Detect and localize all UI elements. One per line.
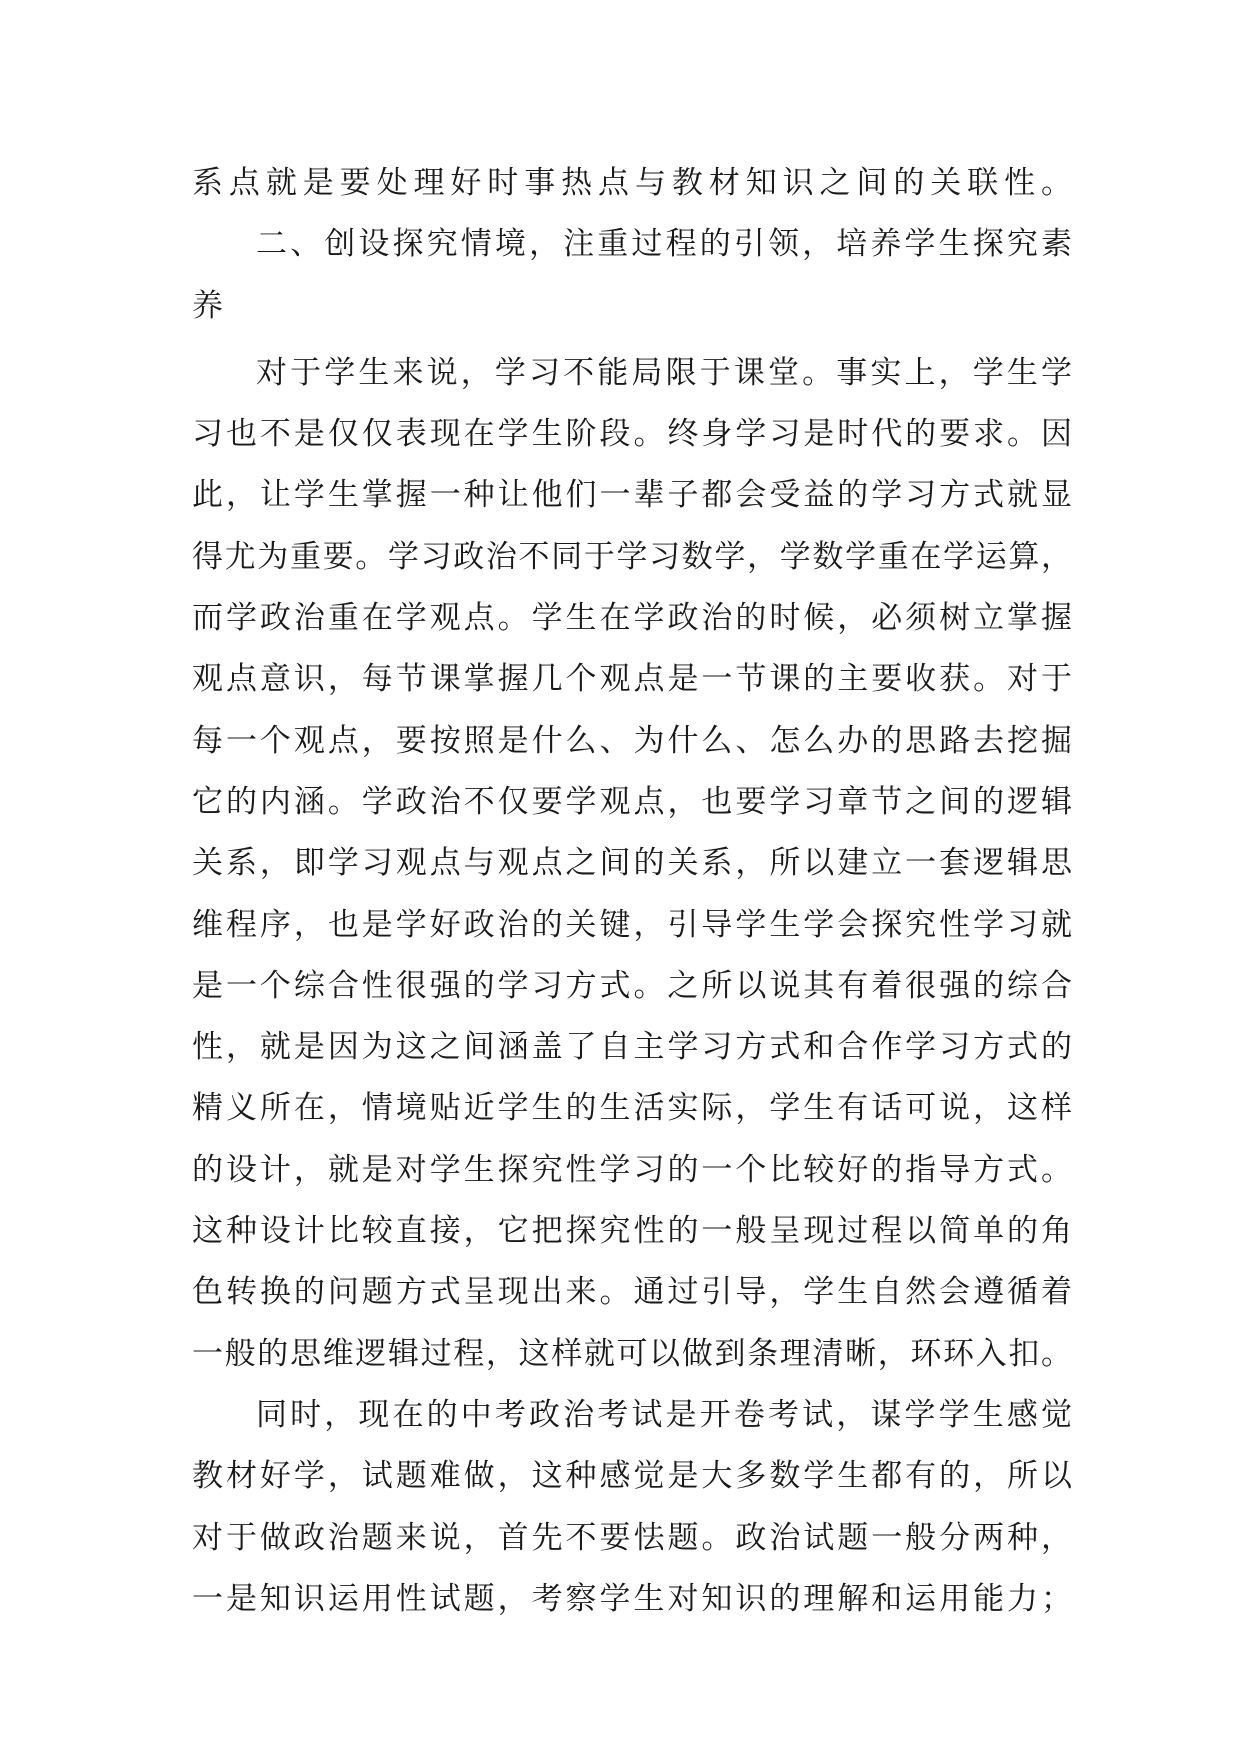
text-line: 对于做政治题来说，首先不要怯题。政治试题一般分两种，	[192, 1519, 1072, 1556]
text-line: 它的内涵。学政治不仅要学观点，也要学习章节之间的逻辑	[192, 783, 1072, 820]
text-line: 这种设计比较直接，它把探究性的一般呈现过程以简单的角	[192, 1213, 1072, 1250]
text-line: 关系，即学习观点与观点之间的关系，所以建立一套逻辑思	[192, 845, 1072, 882]
text-line: 系点就是要处理好时事热点与教材知识之间的关联性。	[192, 165, 1072, 201]
paragraph-p1	[192, 153, 1072, 214]
paragraph-p3	[192, 1385, 1072, 1630]
text-line: 此，让学生掌握一种让他们一辈子都会受益的学习方式就显	[192, 477, 1072, 514]
text-line: 教材好学，试题难做，这种感觉是大多数学生都有的，所以	[192, 1458, 1072, 1495]
text-line: 而学政治重在学观点。学生在学政治的时候，必须树立掌握	[192, 600, 1072, 637]
document-body	[192, 153, 1072, 1630]
text-line: 习也不是仅仅表现在学生阶段。终身学习是时代的要求。因	[192, 416, 1072, 453]
text-line: 是一个综合性很强的学习方式。之所以说其有着很强的综合	[192, 967, 1072, 1004]
paragraph-p2	[192, 343, 1072, 1385]
text-line: 对于学生来说，学习不能局限于课堂。事实上，学生学	[256, 354, 1072, 391]
text-line: 同时，现在的中考政治考试是开卷考试，谋学学生感觉	[256, 1396, 1072, 1433]
text-line: 的设计，就是对学生探究性学习的一个比较好的指导方式。	[192, 1151, 1072, 1188]
text-line: 一般的思维逻辑过程，这样就可以做到条理清晰，环环入扣。	[192, 1335, 1072, 1372]
text-line: 观点意识，每节课掌握几个观点是一节课的主要收获。对于	[192, 661, 1072, 698]
text-line: 性，就是因为这之间涵盖了自主学习方式和合作学习方式的	[192, 1029, 1072, 1066]
heading-line: 二、创设探究情境，注重过程的引领，培养学生探究素	[256, 226, 1072, 263]
text-line: 一是知识运用性试题，考察学生对知识的理解和运用能力；	[192, 1580, 1072, 1617]
heading-line: 养	[192, 287, 223, 324]
text-line: 得尤为重要。学习政治不同于学习数学，学数学重在学运算，	[192, 538, 1072, 575]
text-line: 每一个观点，要按照是什么、为什么、怎么办的思路去挖掘	[192, 722, 1072, 759]
section-heading	[192, 214, 1072, 337]
text-line: 精义所在，情境贴近学生的生活实际，学生有话可说，这样	[192, 1090, 1072, 1127]
text-line: 色转换的问题方式呈现出来。通过引导，学生自然会遵循着	[192, 1274, 1072, 1311]
text-line: 维程序，也是学好政治的关键，引导学生学会探究性学习就	[192, 906, 1072, 943]
